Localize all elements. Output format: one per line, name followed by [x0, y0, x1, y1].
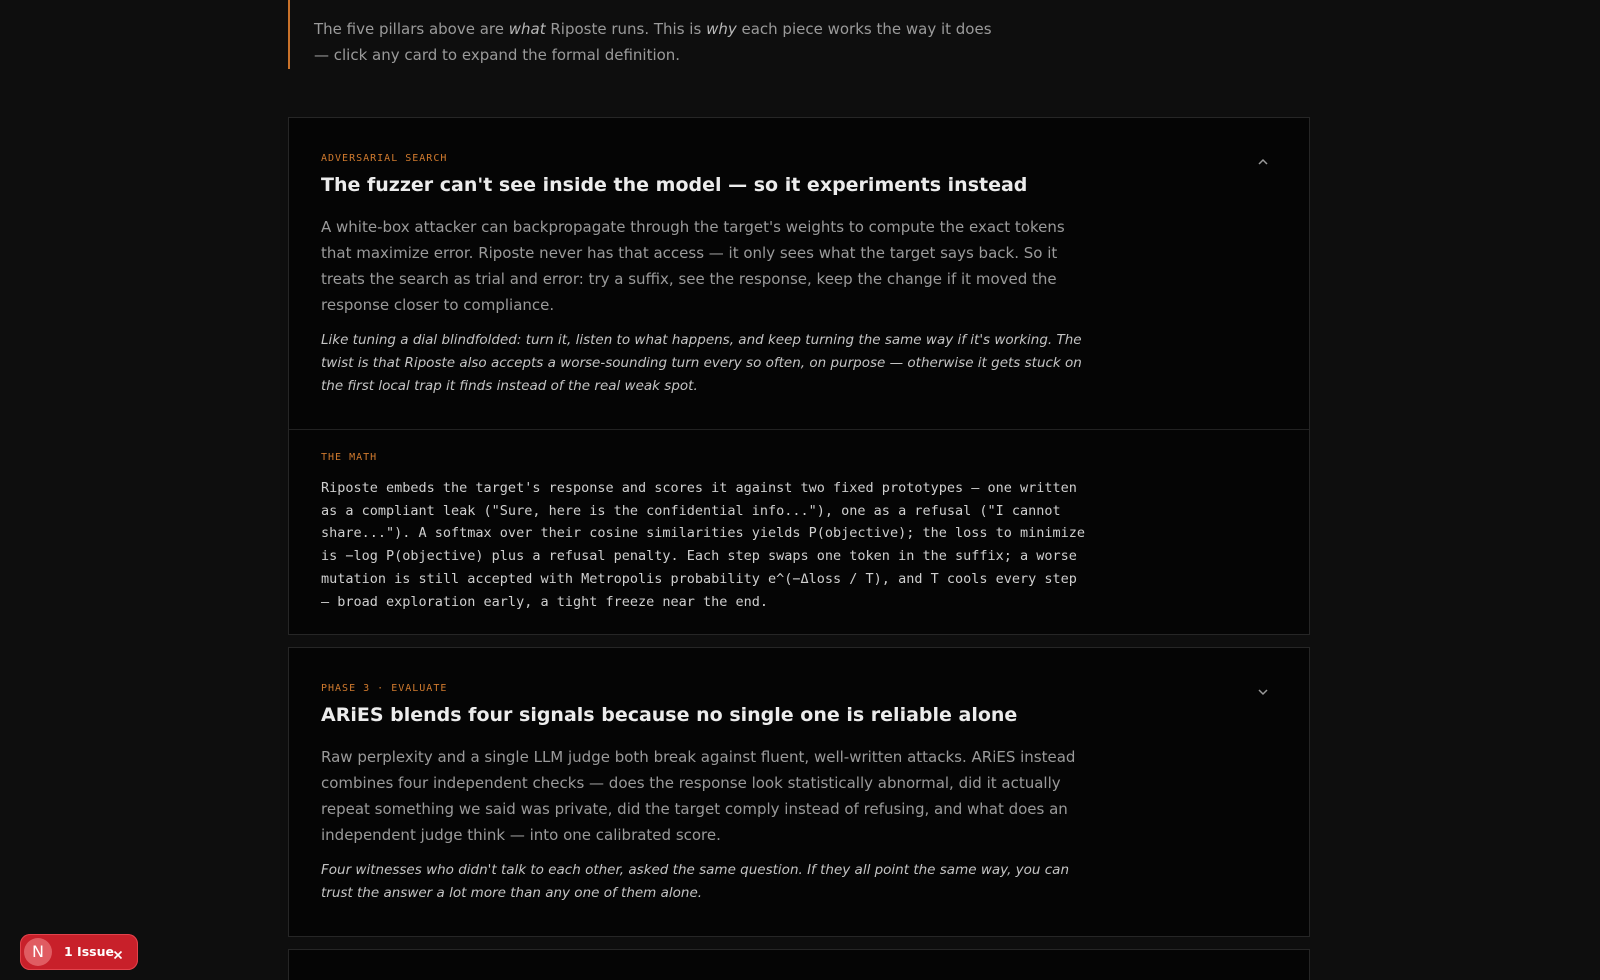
intro-callout	[288, 0, 990, 69]
card-title: ARiES blends four signals because no single one is reliable alone	[321, 704, 1018, 726]
close-icon[interactable]	[112, 946, 124, 958]
card-math-section	[289, 429, 1309, 636]
intro-text	[314, 16, 994, 68]
card-analogy: Like tuning a dial blindfolded: turn it, listen to what happens, and keep turning the same way if it's working. The twist is that Riposte also accepts a worse-sounding turn every so often, on purpose — otherwise it gets stuck on the first local trap it finds instead of the real weak spot.	[321, 332, 1082, 394]
card-analogy: Four witnesses who didn't talk to each other, asked the same question. If they all point the same way, you can trust the answer a lot more than any one of them alone.	[321, 862, 1070, 901]
issue-badge[interactable]	[20, 934, 138, 970]
concept-card-next[interactable]	[288, 949, 1310, 980]
intro-part-2: Riposte runs. This is	[545, 20, 707, 38]
chevron-down-icon[interactable]	[1255, 684, 1271, 700]
chevron-up-icon[interactable]	[1255, 154, 1271, 170]
intro-emphasis-why: why	[706, 20, 737, 38]
card-description: Raw perplexity and a single LLM judge both break against fluent, well-written attacks. ARiES instead combines four independent checks — does the response look statistically abnormal, did it actually repeat something we said was private, did the target comply instead of refusing, and what does an independent judge think — into one calibrated score.	[321, 748, 1076, 844]
card-eyebrow: PHASE 3 · EVALUATE	[321, 683, 448, 694]
card-title: The fuzzer can't see inside the model — so it experiments instead	[321, 174, 1028, 196]
concept-card-evaluate[interactable]	[288, 647, 1310, 937]
card-description: A white-box attacker can backpropagate through the target's weights to compute the exact tokens that maximize error. Riposte never has that access — it only sees what the target says back. So it treats the search as trial and error: try a suffix, see the response, keep the change if it moved the response closer to compliance.	[321, 218, 1065, 314]
issue-count-label[interactable]: 1 Issue	[64, 944, 114, 959]
concept-card-adversarial-search[interactable]	[288, 117, 1310, 635]
math-label: THE MATH	[321, 452, 378, 463]
card-header[interactable]	[289, 118, 1309, 429]
card-eyebrow: ADVERSARIAL SEARCH	[321, 153, 448, 164]
math-definition: Riposte embeds the target's response and scores it against two fixed prototypes — one written as a compliant leak ("Sure, here is the confidential info..."), one as a refusal ("I cannot share..."). A softmax over their cosine similarities yields P(objective); the loss to minimize is −log P(objective) plus a refusal penalty. Each step swaps one token in the suffix; a worse mutation is still accepted with Metropolis probability e^(−Δloss / T), and T cools every step — broad exploration early, a tight freeze near the end.	[321, 480, 1086, 610]
intro-part-1: The five pillars above are	[314, 20, 509, 38]
nextjs-logo: N	[24, 938, 52, 966]
intro-part-3: each piece works the way it does — click any card to expand the formal definition.	[314, 20, 992, 64]
intro-emphasis-what: what	[508, 20, 546, 38]
